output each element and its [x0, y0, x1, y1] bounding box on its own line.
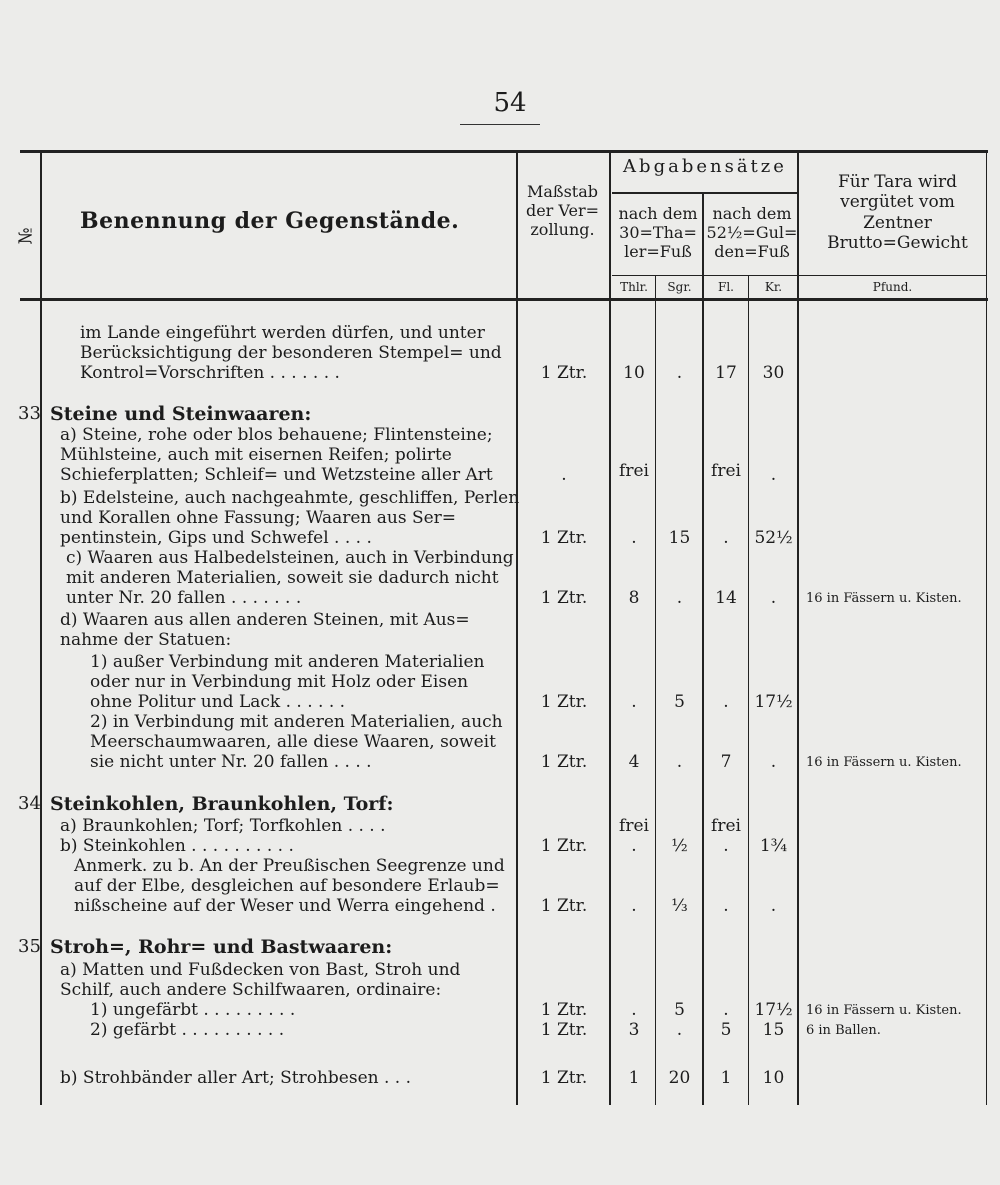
value-thlr: 10	[623, 363, 645, 383]
header-number-label: №	[15, 227, 37, 245]
page-number-rule	[460, 124, 540, 125]
value-thlr: .	[631, 836, 637, 856]
item-text-line: c) Waaren aus Halbedelsteinen, auch in Verbindung	[66, 548, 514, 568]
item-text-line: Mühlsteine, auch mit eisernen Reifen; polirte	[60, 445, 452, 465]
tara-value: 16 in Fässern u. Kisten.	[806, 1003, 962, 1018]
value-thlr: 4	[628, 752, 640, 772]
value-massstab: .	[561, 465, 567, 485]
item-text-line: im Lande eingeführt werden dürfen, und unter	[80, 323, 485, 343]
item-text-line: unter Nr. 20 fallen . . . . . . .	[66, 588, 302, 608]
value-fl: .	[723, 836, 729, 856]
value-fl: .	[723, 1000, 729, 1020]
item-text-line: Schieferplatten; Schleif= und Wetzsteine aller Art	[60, 465, 493, 485]
value-kr: 1¾	[759, 836, 788, 856]
tara-value: 16 in Fässern u. Kisten.	[806, 591, 962, 606]
value-kr: 17½	[754, 692, 793, 712]
unit-pfund: Pfund.	[872, 280, 913, 294]
value-massstab: 1 Ztr.	[540, 588, 588, 608]
value-thlr: frei	[619, 461, 649, 481]
section-title: Steine und Steinwaaren:	[50, 403, 312, 425]
header-tara: Für Tara wird vergütet vom Zentner Brutto=Gewicht	[827, 172, 968, 254]
value-sgr: .	[676, 588, 683, 608]
value-kr: 52½	[754, 528, 793, 548]
value-kr: 10	[762, 1068, 785, 1088]
value-kr: 15	[762, 1020, 785, 1040]
item-text-line: Schilf, auch andere Schilfwaaren, ordinaire:	[60, 980, 442, 1000]
value-thlr: .	[631, 692, 637, 712]
value-sgr: 5	[674, 692, 685, 712]
value-thlr: .	[631, 896, 637, 916]
item-text-line: Anmerk. zu b. An der Preußischen Seegrenze und	[74, 856, 505, 876]
value-massstab: 1 Ztr.	[540, 528, 588, 548]
value-massstab: 1 Ztr.	[540, 692, 588, 712]
header-thaler-fuss: nach dem 30=Tha= ler=Fuß	[618, 204, 698, 262]
item-text-line: b) Strohbänder aller Art; Strohbesen . . .	[60, 1068, 411, 1088]
header-abgabensaetze: Abgabensätze	[623, 156, 787, 177]
col-rule-massstab	[609, 150, 611, 1105]
value-sgr: .	[676, 1020, 683, 1040]
value-massstab: 1 Ztr.	[540, 1068, 588, 1088]
value-fl: 5	[720, 1020, 732, 1040]
table-top-rule	[20, 150, 988, 153]
tara-value: 6 in Ballen.	[806, 1023, 881, 1038]
value-massstab: 1 Ztr.	[540, 896, 588, 916]
value-sgr: ⅓	[671, 896, 688, 916]
value-fl: 7	[720, 752, 732, 772]
value-thlr: 1	[628, 1068, 640, 1088]
header-bottom-rule	[20, 298, 988, 301]
value-thlr: frei	[619, 816, 649, 836]
item-text-line: 1) außer Verbindung mit anderen Materialien	[90, 652, 485, 672]
value-sgr: ½	[671, 836, 688, 856]
value-fl: frei	[711, 816, 741, 836]
unit-thlr: Thlr.	[620, 280, 648, 294]
item-text-line: ohne Politur und Lack . . . . . .	[90, 692, 346, 712]
col-rule-tara	[797, 150, 799, 1105]
col-rule-fl	[748, 275, 749, 1105]
value-sgr: 5	[674, 1000, 685, 1020]
item-number: 34	[18, 793, 41, 814]
value-fl: frei	[711, 461, 741, 481]
header-title: Benennung der Gegenstände.	[80, 208, 460, 234]
col-rule-text	[516, 150, 518, 1105]
item-text-line: Meerschaumwaaren, alle diese Waaren, soweit	[90, 732, 496, 752]
value-kr: 17½	[754, 1000, 793, 1020]
item-number: 35	[18, 936, 41, 957]
value-thlr: 3	[628, 1020, 640, 1040]
section-title: Steinkohlen, Braunkohlen, Torf:	[50, 793, 394, 815]
item-text-line: a) Matten und Fußdecken von Bast, Stroh und	[60, 960, 461, 980]
unit-kr: Kr.	[764, 280, 783, 294]
col-rule-right	[986, 150, 987, 1105]
value-massstab: 1 Ztr.	[540, 752, 588, 772]
item-number: 33	[18, 403, 41, 424]
unit-fl: Fl.	[718, 280, 734, 294]
value-fl: .	[723, 528, 729, 548]
value-sgr: .	[676, 752, 683, 772]
item-text-line: Berücksichtigung der besonderen Stempel= und	[80, 343, 502, 363]
value-fl: 14	[715, 588, 737, 608]
header-massstab: Maßstab der Ver= zollung.	[525, 182, 600, 240]
value-massstab: 1 Ztr.	[540, 363, 588, 383]
col-rule-thlr	[655, 275, 656, 1105]
item-text-line: b) Steinkohlen . . . . . . . . . .	[60, 836, 294, 856]
value-kr: .	[770, 465, 777, 485]
value-sgr: .	[676, 363, 683, 383]
item-text-line: mit anderen Materialien, soweit sie dadurch nicht	[66, 568, 499, 588]
tara-value: 16 in Fässern u. Kisten.	[806, 755, 962, 770]
value-kr: .	[770, 588, 777, 608]
item-text-line: Kontrol=Vorschriften . . . . . . .	[80, 363, 340, 383]
value-thlr: .	[631, 528, 637, 548]
value-thlr: .	[631, 1000, 637, 1020]
value-sgr: 15	[668, 528, 691, 548]
section-title: Stroh=, Rohr= und Bastwaaren:	[50, 936, 393, 958]
item-text-line: 2) in Verbindung mit anderen Materialien, auch	[90, 712, 503, 732]
value-massstab: 1 Ztr.	[540, 1020, 588, 1040]
value-kr: 30	[762, 363, 785, 383]
value-thlr: 8	[628, 588, 640, 608]
value-massstab: 1 Ztr.	[540, 1000, 588, 1020]
header-gulden-fuss: nach dem 52½=Gul= den=Fuß	[706, 204, 798, 262]
value-fl: 17	[715, 363, 737, 383]
units-rule	[612, 275, 987, 276]
item-text-line: 2) gefärbt . . . . . . . . . .	[90, 1020, 285, 1040]
item-text-line: und Korallen ohne Fassung; Waaren aus Ser=	[60, 508, 457, 528]
item-text-line: nißscheine auf der Weser und Werra eingehend .	[74, 896, 496, 916]
item-text-line: sie nicht unter Nr. 20 fallen . . . .	[90, 752, 372, 772]
item-text-line: nahme der Statuen:	[60, 630, 232, 650]
item-text-line: oder nur in Verbindung mit Holz oder Eisen	[90, 672, 469, 692]
col-rule-thaler-gulden	[702, 192, 704, 1105]
value-kr: .	[770, 896, 777, 916]
value-kr: .	[770, 752, 777, 772]
col-rule-no	[40, 150, 42, 1105]
item-text-line: a) Steine, rohe oder blos behauene; Flintensteine;	[60, 425, 493, 445]
item-text-line: d) Waaren aus allen anderen Steinen, mit Aus=	[60, 610, 470, 630]
item-text-line: b) Edelsteine, auch nachgeahmte, geschliffen, Perlen	[60, 488, 520, 508]
value-fl: .	[723, 896, 729, 916]
item-text-line: 1) ungefärbt . . . . . . . . .	[90, 1000, 296, 1020]
abgaben-rule	[612, 192, 797, 194]
value-massstab: 1 Ztr.	[540, 836, 588, 856]
value-sgr: 20	[668, 1068, 691, 1088]
unit-sgr: Sgr.	[667, 280, 692, 294]
page-number: 54	[493, 88, 527, 118]
item-text-line: pentinstein, Gips und Schwefel . . . .	[60, 528, 372, 548]
value-fl: .	[723, 692, 729, 712]
bleed-through-text	[640, 320, 644, 336]
item-text-line: a) Braunkohlen; Torf; Torfkohlen . . . .	[60, 816, 386, 836]
value-fl: 1	[720, 1068, 732, 1088]
item-text-line: auf der Elbe, desgleichen auf besondere Erlaub=	[74, 876, 500, 896]
